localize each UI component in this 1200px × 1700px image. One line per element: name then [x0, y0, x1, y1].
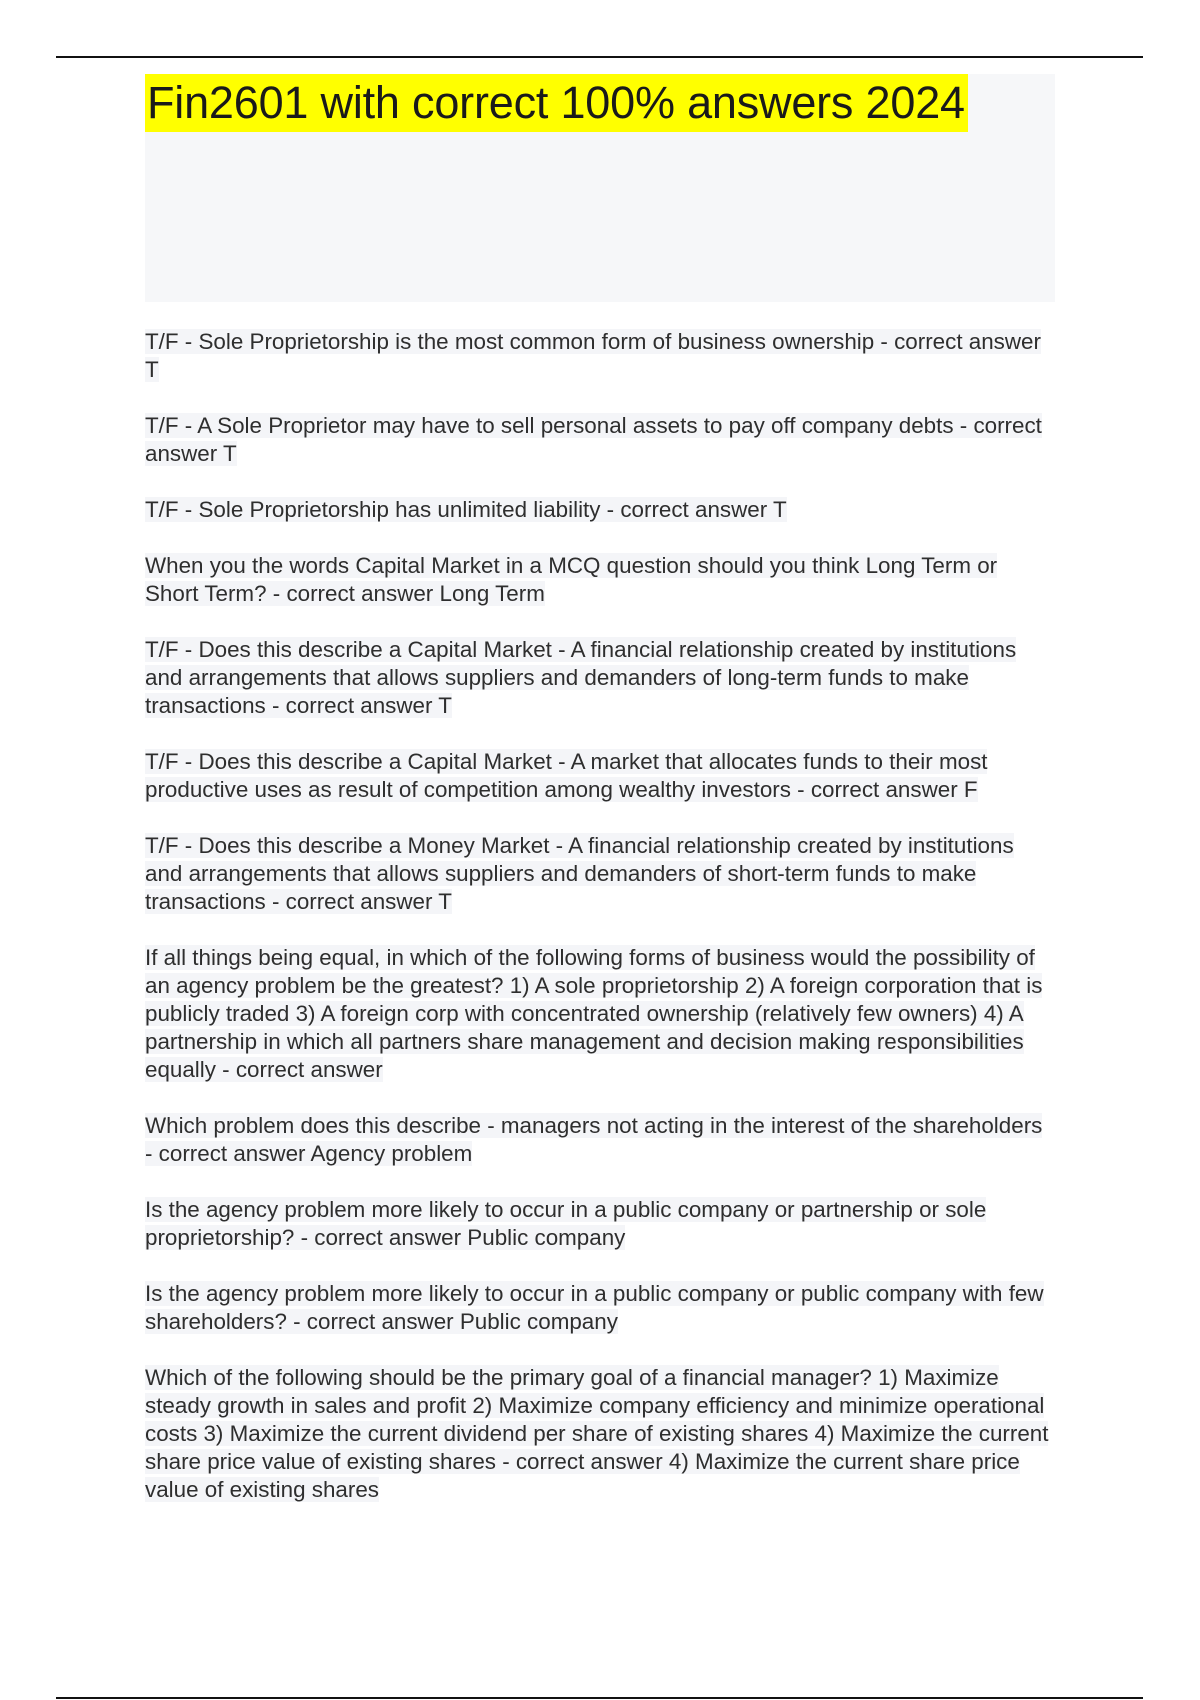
qa-text: T/F - Does this describe a Capital Market - A market that allocates funds to their most productive uses as result of competition among wealthy investors - correct answer F: [145, 749, 988, 802]
qa-item: [145, 412, 1055, 468]
qa-item: [145, 1112, 1055, 1168]
qa-text: T/F - Does this describe a Money Market - A financial relationship created by institutions and arrangements that allows suppliers and demanders of short-term funds to make transactions - correct answer T: [145, 833, 1014, 914]
qa-item: [145, 832, 1055, 916]
qa-item: [145, 748, 1055, 804]
document-body: [145, 74, 1055, 1532]
qa-text: Is the agency problem more likely to occur in a public company or partnership or sole proprietorship? - correct answer Public company: [145, 1197, 987, 1250]
title-block: [145, 74, 1055, 302]
qa-item: [145, 328, 1055, 384]
qa-text: When you the words Capital Market in a MCQ question should you think Long Term or Short Term? - correct answer Long Term: [145, 553, 998, 606]
qa-item: [145, 496, 1055, 524]
qa-text: T/F - A Sole Proprietor may have to sell personal assets to pay off company debts - correct answer T: [145, 413, 1042, 466]
qa-text: T/F - Does this describe a Capital Market - A financial relationship created by institutions and arrangements that allows suppliers and demanders of long-term funds to make transactions - correct answer T: [145, 637, 1017, 718]
qa-item: [145, 636, 1055, 720]
qa-item: [145, 1280, 1055, 1336]
qa-item: [145, 1364, 1055, 1504]
qa-text: T/F - Sole Proprietorship is the most common form of business ownership - correct answer T: [145, 329, 1041, 382]
qa-text: Is the agency problem more likely to occur in a public company or public company with few shareholders? - correct answer Public company: [145, 1281, 1044, 1334]
qa-text: T/F - Sole Proprietorship has unlimited liability - correct answer T: [145, 497, 787, 522]
qa-item: [145, 944, 1055, 1084]
bottom-divider: [56, 1697, 1143, 1699]
qa-text: Which problem does this describe - managers not acting in the interest of the shareholders - correct answer Agency problem: [145, 1113, 1043, 1166]
document-title: Fin2601 with correct 100% answers 2024: [145, 74, 968, 132]
top-divider: [56, 56, 1143, 58]
qa-item: [145, 552, 1055, 608]
qa-text: If all things being equal, in which of the following forms of business would the possibility of an agency problem be the greatest? 1) A sole proprietorship 2) A foreign corporation that is publicly traded 3) A foreign corp with concentrated ownership (relatively few owners) 4) A partnership in which all partners share management and decision making responsibilities equally - correct answer: [145, 945, 1043, 1082]
qa-item: [145, 1196, 1055, 1252]
qa-text: Which of the following should be the primary goal of a financial manager? 1) Maximize steady growth in sales and profit 2) Maximize company efficiency and minimize operational costs 3) Maximize the current dividend per share of existing shares 4) Maximize the current share price value of existing shares - correct answer 4) Maximize the current share price value of existing shares: [145, 1365, 1049, 1502]
qa-list: [145, 328, 1055, 1504]
